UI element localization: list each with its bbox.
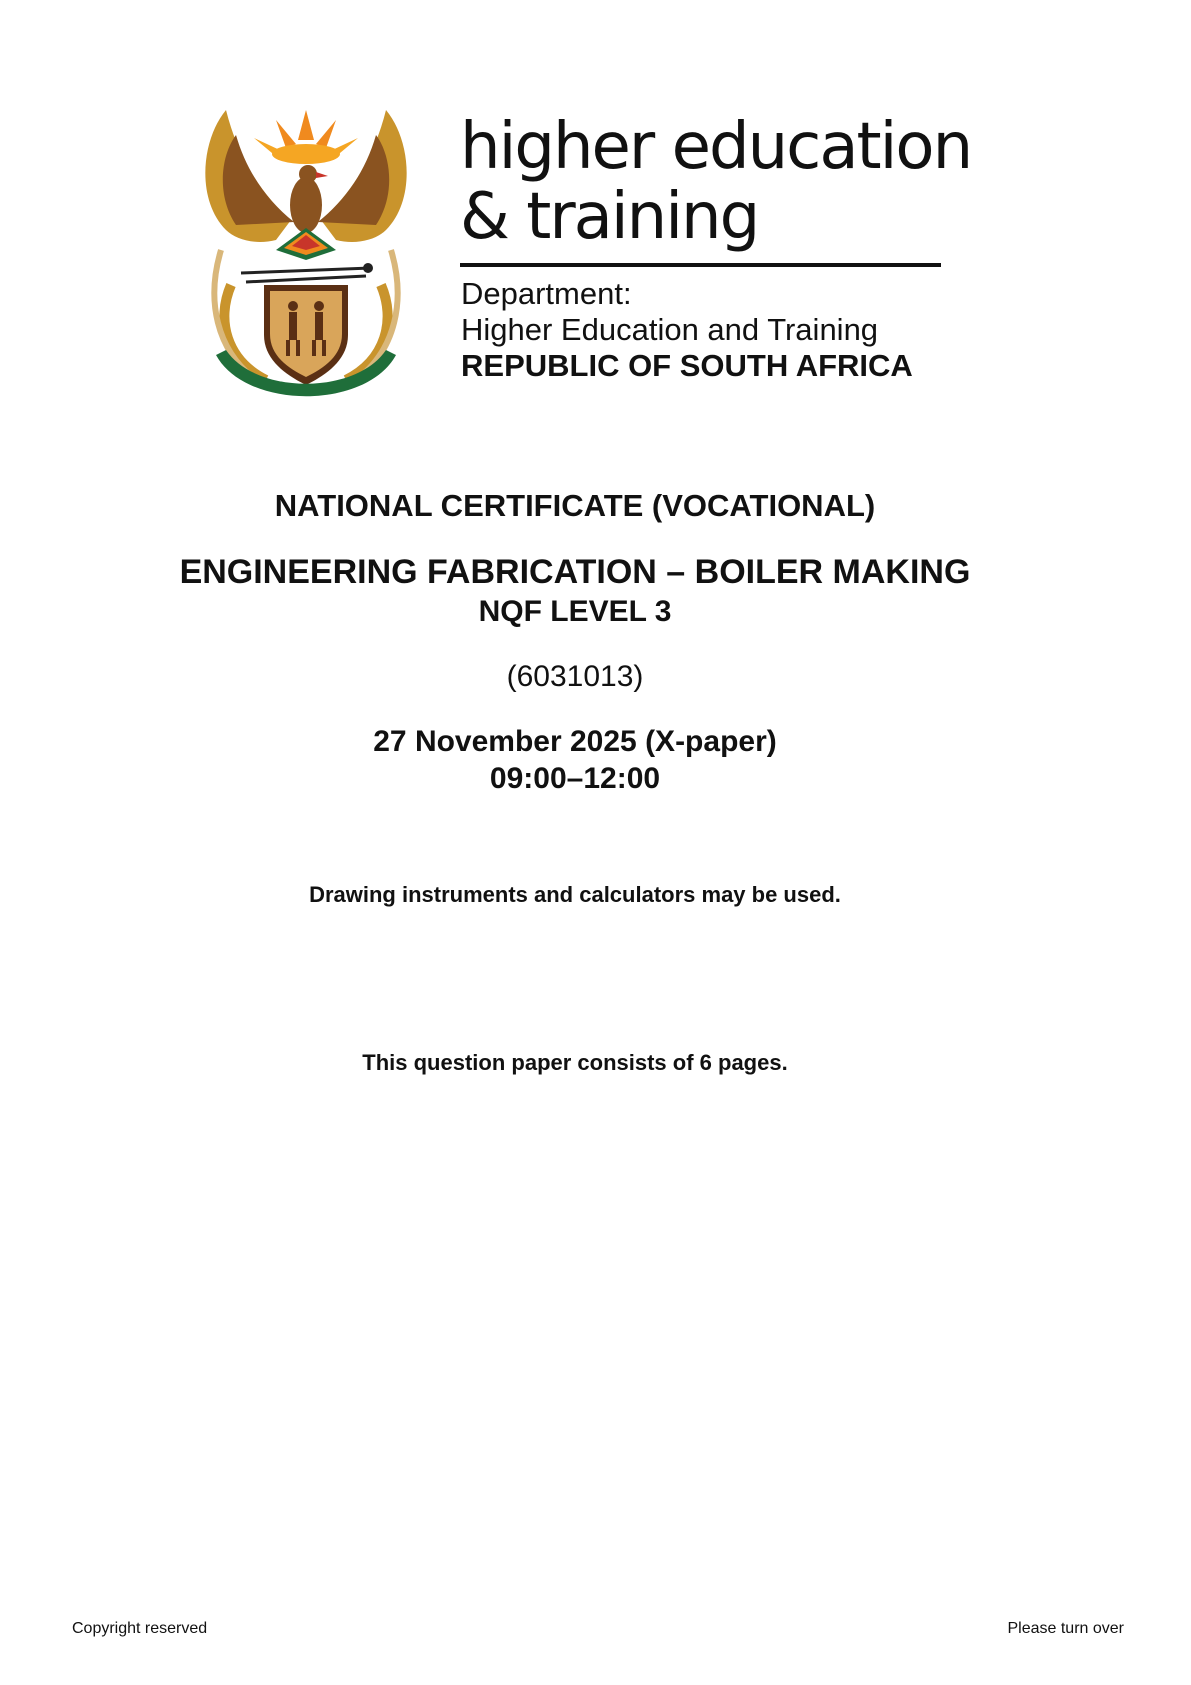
country-name: REPUBLIC OF SOUTH AFRICA bbox=[461, 348, 913, 383]
department-block bbox=[461, 276, 981, 384]
footer-turn-over: Please turn over bbox=[1007, 1620, 1124, 1637]
exam-date: 27 November 2025 (X-paper) bbox=[373, 725, 777, 758]
brand-wordmark bbox=[460, 110, 972, 254]
instruction-note: Drawing instruments and calculators may be used. bbox=[309, 882, 841, 907]
rising-sun-icon bbox=[254, 110, 358, 164]
brand-divider bbox=[460, 263, 941, 267]
pages-note: This question paper consists of 6 pages. bbox=[362, 1050, 788, 1075]
nqf-level: NQF LEVEL 3 bbox=[478, 595, 672, 628]
footer-copyright: Copyright reserved bbox=[72, 1620, 208, 1637]
certificate-title: NATIONAL CERTIFICATE (VOCATIONAL) bbox=[274, 488, 876, 523]
department-label: Department: bbox=[461, 276, 632, 311]
brand-line-2: & training bbox=[460, 180, 759, 254]
subject-code: (6031013) bbox=[506, 660, 644, 693]
coat-of-arms-icon bbox=[196, 110, 416, 402]
brand-line-1: higher education bbox=[460, 110, 972, 184]
department-name: Higher Education and Training bbox=[461, 312, 879, 347]
exam-time: 09:00–12:00 bbox=[489, 762, 661, 795]
subject-title: ENGINEERING FABRICATION – BOILER MAKING bbox=[179, 553, 971, 591]
